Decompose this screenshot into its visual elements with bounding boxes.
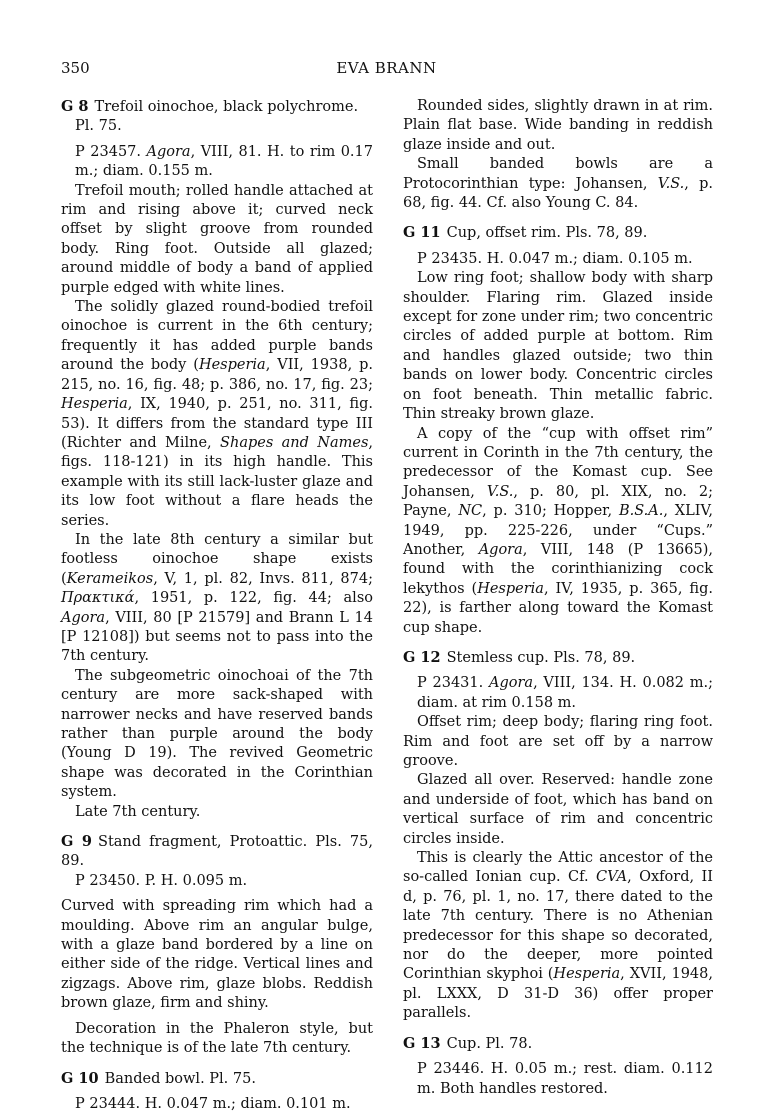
entry-g9 [61,832,373,1058]
catalogue-number: G 11 [403,224,441,241]
catalogue-number: G 8 [61,98,89,115]
entry-title: Stemless cup. Pls. 78, 89. [447,650,636,666]
commentary-paragraph: A copy of the “cup with offset rim” current in Corinth in the 7th century, the predecessor of the Komast cup. See Johansen, V.S., p. 80, pl. XIX, no. 2; Payne, NC, p. 310; Hopper, B.S.A., XLIV, 1949, pp. 225-226, under “Cups.” Another, Agora, VIII, 148 (P 13665), found with the corinthianizing cock lekythos (Hesperia, IV, 1935, p. 365, fig. 22), is farther along toward the Komast cup shape. [403,425,713,638]
entry-heading [403,648,713,668]
inventory-reference: P 23450. P. H. 0.095 m. [61,872,373,891]
entry-g11 [403,223,713,638]
entry-heading [61,1069,373,1089]
commentary-paragraph: Decoration in the Phaleron style, but the technique is of the late 7th century. [61,1020,373,1059]
inventory-reference: P 23435. H. 0.047 m.; diam. 0.105 m. [403,250,713,269]
entry-g13 [403,1034,713,1099]
commentary-paragraph: Small banded bowls are a Protocorinthian type: Johansen, V.S., p. 68, fig. 44. Cf. also Young C. 84. [403,155,713,213]
entry-g10-continued [403,97,713,213]
entry-title: Trefoil oinochoe, black polychrome. [95,99,359,115]
entry-g12 [403,648,713,1024]
description-paragraph: Curved with spreading rim which had a moulding. Above rim an angular bulge, with a glaze band bordered by a line on either side of the ridge. Vertical lines and zigzags. Above rim, glaze blobs. Reddish brown glaze, firm and shiny. [61,897,373,1013]
entry-title: Cup, offset rim. Pls. 78, 89. [447,225,648,241]
catalogue-number: G 9 [61,833,92,850]
plates: Pl. 75. [61,117,373,136]
entry-title: Stand fragment, Protoattic. Pls. 75, 89. [61,834,373,869]
running-head: EVA BRANN [0,59,773,78]
entry-heading [61,832,373,872]
entry-heading [403,1034,713,1054]
inventory-reference: P 23457. Agora, VIII, 81. H. to rim 0.17 m.; diam. 0.155 m. [61,143,373,182]
entry-g10 [61,1069,373,1114]
entry-title: Cup. Pl. 78. [447,1036,533,1052]
description-paragraph: Low ring foot; shallow body with sharp shoulder. Flaring rim. Glazed inside except for zone under rim; two concentric circles of added purple at bottom. Rim and handles glazed outside; two thin bands on lower body. Concentric circles on foot beneath. Thin metallic fabric. Thin streaky brown glaze. [403,269,713,424]
inventory-reference: P 23444. H. 0.047 m.; diam. 0.101 m. [61,1095,373,1114]
page-header [0,59,773,81]
inventory-reference: P 23431. Agora, VIII, 134. H. 0.082 m.; diam. at rim 0.158 m. [403,674,713,713]
catalogue-number: G 12 [403,649,441,666]
description-paragraph: Glazed all over. Reserved: handle zone and underside of foot, which has band on vertical surface of rim and concentric circles inside. [403,771,713,849]
catalogue-number: G 10 [61,1070,99,1087]
entry-g8 [61,97,373,822]
commentary-paragraph: In the late 8th century a similar but footless oinochoe shape exists (Kerameikos, V, 1, pl. 82, Invs. 811, 874; Πρακτικά, 1951, p. 122, fig. 44; also Agora, VIII, 80 [P 21579] and Brann L 14 [P 12108]) but seems not to pass into the 7th century. [61,531,373,667]
entry-heading [403,223,713,243]
inventory-reference: P 23446. H. 0.05 m.; rest. diam. 0.112 m. Both handles restored. [403,1060,713,1099]
catalogue-number: G 13 [403,1035,441,1052]
commentary-paragraph: The solidly glazed round-bodied trefoil oinochoe is current in the 6th century; frequently it has added purple bands around the body (Hesperia, VII, 1938, p. 215, no. 16, fig. 48; p. 386, no. 17, fig. 23; Hesperia, IX, 1940, p. 251, no. 311, fig. 53). It differs from the standard type III (Richter and Milne, Shapes and Names, figs. 118-121) in its high handle. This example with its still lack-luster glaze and its low foot without a flare heads the series. [61,298,373,531]
commentary-paragraph: This is clearly the Attic ancestor of the so-called Ionian cup. Cf. CVA, Oxford, II d, p. 76, pl. 1, no. 17, there dated to the late 7th century. There is no Athenian predecessor for this shape so decorated, nor do the deeper, more pointed Corinthian skyphoi (Hesperia, XVII, 1948, pl. LXXX, D 31-D 36) offer proper parallels. [403,849,713,1024]
description-paragraph: Trefoil mouth; rolled handle attached at rim and rising above it; curved neck offset by slight groove from rounded body. Ring foot. Outside all glazed; around middle of body a band of applied purple edged with white lines. [61,182,373,298]
date-line: Late 7th century. [61,803,373,822]
page-number: 350 [61,59,90,78]
description-paragraph: Rounded sides, slightly drawn in at rim. Plain flat base. Wide banding in reddish glaze inside and out. [403,97,713,155]
description-paragraph: Offset rim; deep body; flaring ring foot. Rim and foot are set off by a narrow groove. [403,713,713,771]
entry-heading [61,97,373,117]
left-column [61,97,373,1114]
entry-title: Banded bowl. Pl. 75. [105,1071,256,1087]
right-column [403,97,713,1099]
commentary-paragraph: The subgeometric oinochoai of the 7th century are more sack-shaped with narrower necks and have reserved bands rather than purple around the body (Young D 19). The revived Geometric shape was decorated in the Corinthian system. [61,667,373,803]
